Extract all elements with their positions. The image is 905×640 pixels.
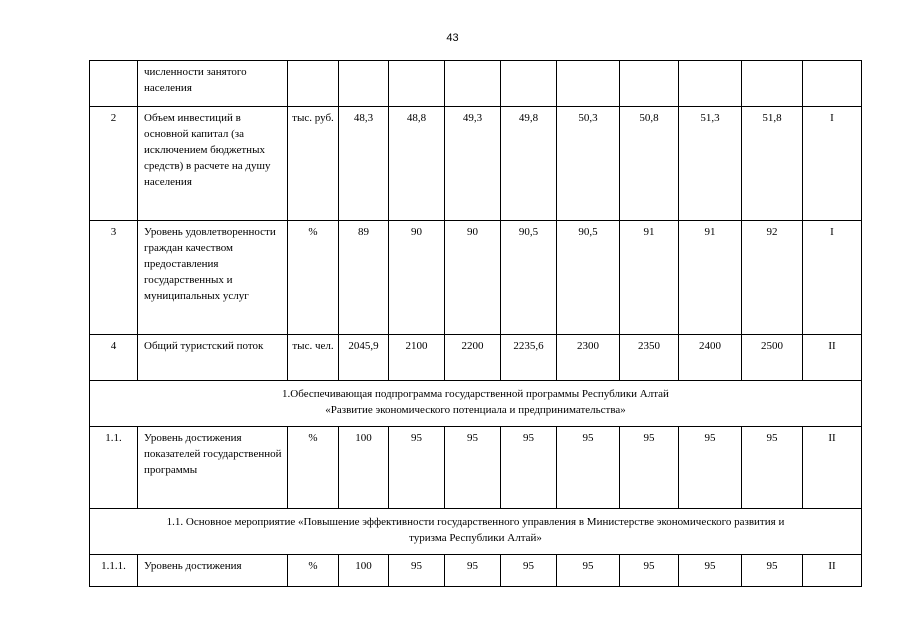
value-cell: 2500 bbox=[742, 335, 803, 381]
section-title bbox=[90, 381, 862, 427]
section-title bbox=[90, 509, 862, 555]
level-cell bbox=[803, 61, 862, 107]
level-cell: II bbox=[803, 335, 862, 381]
value-cell: 95 bbox=[501, 427, 557, 509]
value-cell: 95 bbox=[742, 555, 803, 587]
value-cell: 95 bbox=[445, 555, 501, 587]
value-cell bbox=[445, 61, 501, 107]
value-cell: 100 bbox=[339, 427, 389, 509]
unit-cell: % bbox=[288, 221, 339, 335]
value-cell: 89 bbox=[339, 221, 389, 335]
value-cell: 51,8 bbox=[742, 107, 803, 221]
indicator-name-cell: Объем инвестиций в основной капитал (за исключением бюджетных средств) в расчете на душу населения bbox=[138, 107, 288, 221]
value-cell bbox=[557, 61, 620, 107]
unit-cell: тыс. чел. bbox=[288, 335, 339, 381]
row-number-cell: 4 bbox=[90, 335, 138, 381]
value-cell: 95 bbox=[389, 555, 445, 587]
value-cell: 2235,6 bbox=[501, 335, 557, 381]
value-cell: 2200 bbox=[445, 335, 501, 381]
indicator-name-cell: Уровень достижения показателей государственной программы bbox=[138, 427, 288, 509]
value-cell: 91 bbox=[679, 221, 742, 335]
value-cell: 95 bbox=[557, 427, 620, 509]
value-cell: 2100 bbox=[389, 335, 445, 381]
value-cell bbox=[742, 61, 803, 107]
table-row bbox=[90, 221, 862, 335]
indicator-name-cell: Уровень удовлетворенности граждан качеством предоставления государственных и муниципальных услуг bbox=[138, 221, 288, 335]
section-header-row bbox=[90, 381, 862, 427]
section-title-line: 1.Обеспечивающая подпрограмма государственной программы Республики Алтай bbox=[282, 388, 669, 400]
value-cell: 51,3 bbox=[679, 107, 742, 221]
row-number-cell: 1.1. bbox=[90, 427, 138, 509]
value-cell bbox=[501, 61, 557, 107]
table-row bbox=[90, 61, 862, 107]
level-cell: I bbox=[803, 221, 862, 335]
value-cell: 50,8 bbox=[620, 107, 679, 221]
value-cell: 49,3 bbox=[445, 107, 501, 221]
value-cell bbox=[679, 61, 742, 107]
row-number-cell: 1.1.1. bbox=[90, 555, 138, 587]
value-cell: 91 bbox=[620, 221, 679, 335]
value-cell: 2400 bbox=[679, 335, 742, 381]
value-cell: 48,8 bbox=[389, 107, 445, 221]
value-cell: 95 bbox=[389, 427, 445, 509]
indicator-name-cell: Уровень достижения bbox=[138, 555, 288, 587]
value-cell: 90,5 bbox=[501, 221, 557, 335]
value-cell: 95 bbox=[679, 555, 742, 587]
value-cell: 95 bbox=[742, 427, 803, 509]
section-title-line: 1.1. Основное мероприятие «Повышение эффективности государственного управления в Министерстве экономического развития и bbox=[166, 516, 785, 528]
value-cell: 90,5 bbox=[557, 221, 620, 335]
table-row bbox=[90, 555, 862, 587]
value-cell: 50,3 bbox=[557, 107, 620, 221]
unit-cell: тыс. руб. bbox=[288, 107, 339, 221]
unit-cell: % bbox=[288, 427, 339, 509]
level-cell: I bbox=[803, 107, 862, 221]
value-cell: 92 bbox=[742, 221, 803, 335]
row-number-cell: 2 bbox=[90, 107, 138, 221]
row-number-cell: 3 bbox=[90, 221, 138, 335]
value-cell: 90 bbox=[389, 221, 445, 335]
value-cell: 2045,9 bbox=[339, 335, 389, 381]
value-cell: 95 bbox=[620, 555, 679, 587]
row-number-cell bbox=[90, 61, 138, 107]
indicator-name-cell: Общий туристский поток bbox=[138, 335, 288, 381]
value-cell: 95 bbox=[620, 427, 679, 509]
value-cell: 49,8 bbox=[501, 107, 557, 221]
value-cell: 48,3 bbox=[339, 107, 389, 221]
value-cell: 2300 bbox=[557, 335, 620, 381]
value-cell: 2350 bbox=[620, 335, 679, 381]
table-row bbox=[90, 427, 862, 509]
unit-cell: % bbox=[288, 555, 339, 587]
value-cell: 95 bbox=[679, 427, 742, 509]
indicators-table bbox=[89, 60, 862, 587]
value-cell: 95 bbox=[557, 555, 620, 587]
level-cell: II bbox=[803, 427, 862, 509]
value-cell bbox=[620, 61, 679, 107]
level-cell: II bbox=[803, 555, 862, 587]
section-title-line: «Развитие экономического потенциала и предпринимательства» bbox=[325, 404, 626, 416]
value-cell: 95 bbox=[501, 555, 557, 587]
value-cell: 95 bbox=[445, 427, 501, 509]
value-cell: 100 bbox=[339, 555, 389, 587]
value-cell bbox=[389, 61, 445, 107]
table-row bbox=[90, 335, 862, 381]
table-body bbox=[90, 61, 862, 587]
table-row bbox=[90, 107, 862, 221]
section-header-row bbox=[90, 509, 862, 555]
unit-cell bbox=[288, 61, 339, 107]
value-cell: 90 bbox=[445, 221, 501, 335]
indicator-name-cell: численности занятого населения bbox=[138, 61, 288, 107]
section-title-line: туризма Республики Алтай» bbox=[409, 532, 542, 544]
page-number: 43 bbox=[446, 32, 459, 44]
value-cell bbox=[339, 61, 389, 107]
